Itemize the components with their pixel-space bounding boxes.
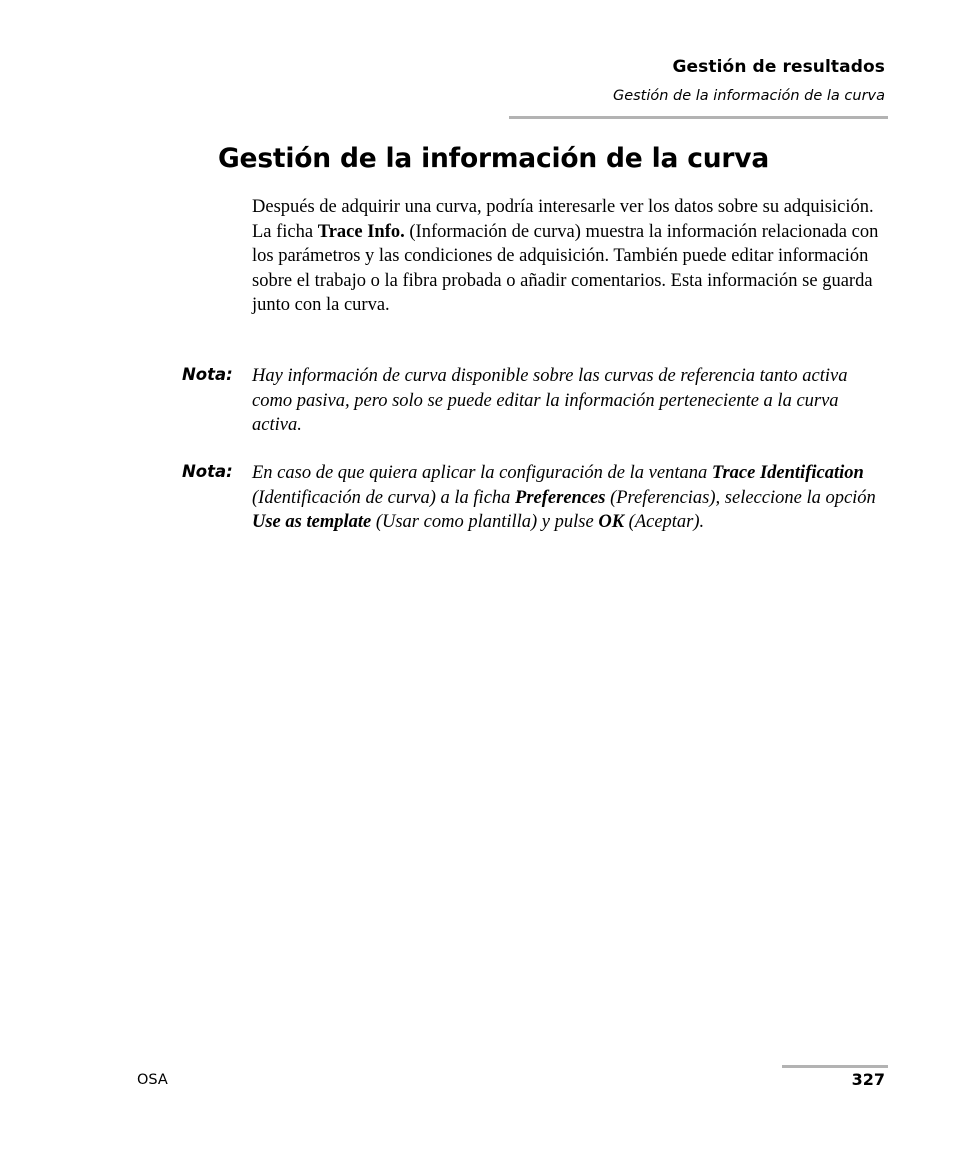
preferences-tab-name: Preferences: [515, 487, 606, 508]
footer-divider: [782, 1065, 888, 1068]
note-text-part: En caso de que quiera aplicar la configuración de la ventana: [252, 463, 712, 483]
body-text-2: (Información de curva) muestra la información relacionada con los parámetros y las condiciones de adquisición. También puede editar información sobre el trabajo o la fibra probada o añadir comentarios. Esta información se guarda junto con la curva.: [252, 221, 879, 315]
note-text: [252, 461, 888, 535]
ok-button-name: OK: [598, 512, 625, 532]
note-text: Hay información de curva disponible sobre las curvas de referencia tanto activa como pasiva, pero solo se puede editar la información perteneciente a la curva activa.: [252, 366, 848, 435]
footer-product-name: OSA: [137, 1072, 168, 1088]
trace-identification-window-name: Trace Identification: [711, 463, 864, 483]
body-text-1: Después de adquirir una curva, podría interesarle ver los datos sobre su adquisición. La ficha: [252, 197, 874, 242]
note-label: Nota:: [182, 365, 233, 384]
trace-info-tab-name: Trace Info.: [317, 221, 405, 242]
note-text-part: (Aceptar).: [624, 512, 705, 532]
note-label: Nota:: [182, 462, 233, 481]
note-text-part: (Preferencias), seleccione la opción: [605, 487, 876, 508]
note-text-part: (Identificación de curva) a la ficha: [252, 487, 516, 508]
note-text-part: (Usar como plantilla) y pulse: [371, 512, 599, 532]
running-header-section: Gestión de la información de la curva: [612, 88, 885, 104]
page-title: Gestión de la información de la curva: [218, 143, 770, 174]
body-paragraph: [252, 195, 888, 318]
use-as-template-option-name: Use as template: [252, 512, 372, 532]
page-number: 327: [851, 1070, 885, 1089]
header-divider: [509, 116, 888, 119]
running-header-chapter: Gestión de resultados: [672, 57, 885, 77]
